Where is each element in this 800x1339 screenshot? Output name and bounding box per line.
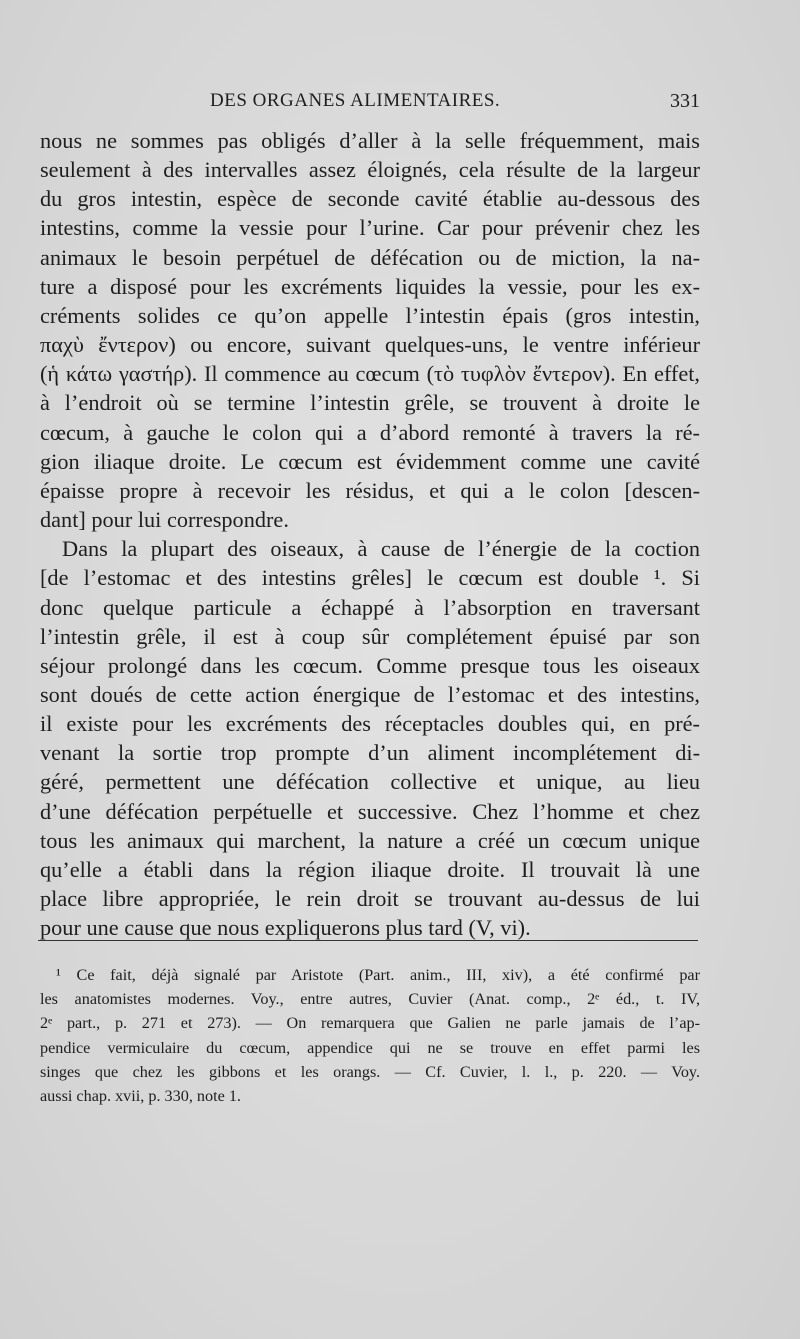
- text-line: seulement à des intervalles assez éloignés, cela résulte de la largeur: [40, 157, 700, 183]
- text-line: animaux le besoin perpétuel de défécation ou de miction, la na-: [40, 244, 700, 270]
- footnote-line: 2ᵉ part., p. 271 et 273). — On remarquera que Galien ne parle jamais de l’ap-: [40, 1014, 700, 1033]
- footnote-rule: [38, 940, 698, 941]
- paragraph-1: [40, 126, 700, 534]
- text-line: créments solides ce qu’on appelle l’intestin épais (gros intestin,: [40, 302, 700, 328]
- text-line: intestins, comme la vessie pour l’urine. Car pour prévenir chez les: [40, 215, 700, 241]
- text-line: ture a disposé pour les excréments liquides la vessie, pour les ex-: [40, 273, 700, 299]
- text-line: donc quelque particule a échappé à l’absorption en traversant: [40, 594, 700, 620]
- text-line: gion iliaque droite. Le cœcum est évidemment comme une cavité: [40, 448, 700, 474]
- text-line: séjour prolongé dans les cœcum. Comme presque tous les oiseaux: [40, 652, 700, 678]
- text-line: sont doués de cette action énergique de l’estomac et des intestins,: [40, 681, 700, 707]
- footnote: [40, 963, 700, 1108]
- footnote-line: ¹ Ce fait, déjà signalé par Aristote (Part. anim., III, xiv), a été confirmé par: [56, 966, 700, 984]
- footnote-line: pendice vermiculaire du cœcum, appendice qui ne se trouve en effet parmi les: [40, 1038, 700, 1057]
- footnote-line: aussi chap. xvii, p. 330, note 1.: [40, 1087, 241, 1106]
- footnote-line: les anatomistes modernes. Voy., entre autres, Cuvier (Anat. comp., 2ᵉ éd., t. IV,: [40, 990, 700, 1009]
- text-line: tous les animaux qui marchent, la nature a créé un cœcum unique: [40, 827, 700, 853]
- text-line: qu’elle a établi dans la région iliaque droite. Il trouvait là une: [40, 856, 700, 882]
- text-line: Dans la plupart des oiseaux, à cause de l’énergie de la coction: [62, 536, 700, 562]
- text-line: épaisse propre à recevoir les résidus, et qui a le colon [descen-: [40, 477, 700, 503]
- text-line: venant la sortie trop prompte d’un aliment incomplétement di-: [40, 740, 700, 766]
- text-line: du gros intestin, espèce de seconde cavité établie au-dessous des: [40, 186, 700, 212]
- text-line: d’une défécation perpétuelle et successive. Chez l’homme et chez: [40, 798, 700, 824]
- body-text: [40, 126, 700, 942]
- text-line: il existe pour les excréments des réceptacles doubles qui, en pré-: [40, 711, 700, 737]
- text-line: (ἡ κάτω γαστήρ). Il commence au cœcum (τὸ τυφλὸν ἔντερον). En effet,: [40, 361, 700, 387]
- text-line: παχὺ ἔντερον) ou encore, suivant quelques-uns, le ventre inférieur: [40, 332, 700, 358]
- running-title: DES ORGANES ALIMENTAIRES.: [210, 90, 501, 111]
- text-line: place libre appropriée, le rein droit se trouvant au-dessus de lui: [40, 886, 700, 912]
- text-line: géré, permettent une défécation collective et unique, au lieu: [40, 769, 700, 795]
- text-line: [de l’estomac et des intestins grêles] le cœcum est double ¹. Si: [40, 565, 700, 591]
- running-head: [40, 90, 700, 124]
- text-line: l’intestin grêle, il est à coup sûr complétement épuisé par son: [40, 623, 700, 649]
- footnote-line: singes que chez les gibbons et les orangs. — Cf. Cuvier, l. l., p. 220. — Voy.: [40, 1062, 700, 1081]
- text-line: cœcum, à gauche le colon qui a d’abord remonté à travers la ré-: [40, 419, 700, 445]
- text-line: à l’endroit où se termine l’intestin grêle, se trouvent à droite le: [40, 390, 700, 416]
- text-line: nous ne sommes pas obligés d’aller à la selle fréquemment, mais: [40, 128, 700, 153]
- page-number: 331: [670, 90, 700, 112]
- text-line: pour une cause que nous expliquerons plus tard (V, vi).: [40, 915, 531, 941]
- text-line: dant] pour lui correspondre.: [40, 507, 289, 533]
- paragraph-2: [40, 534, 700, 942]
